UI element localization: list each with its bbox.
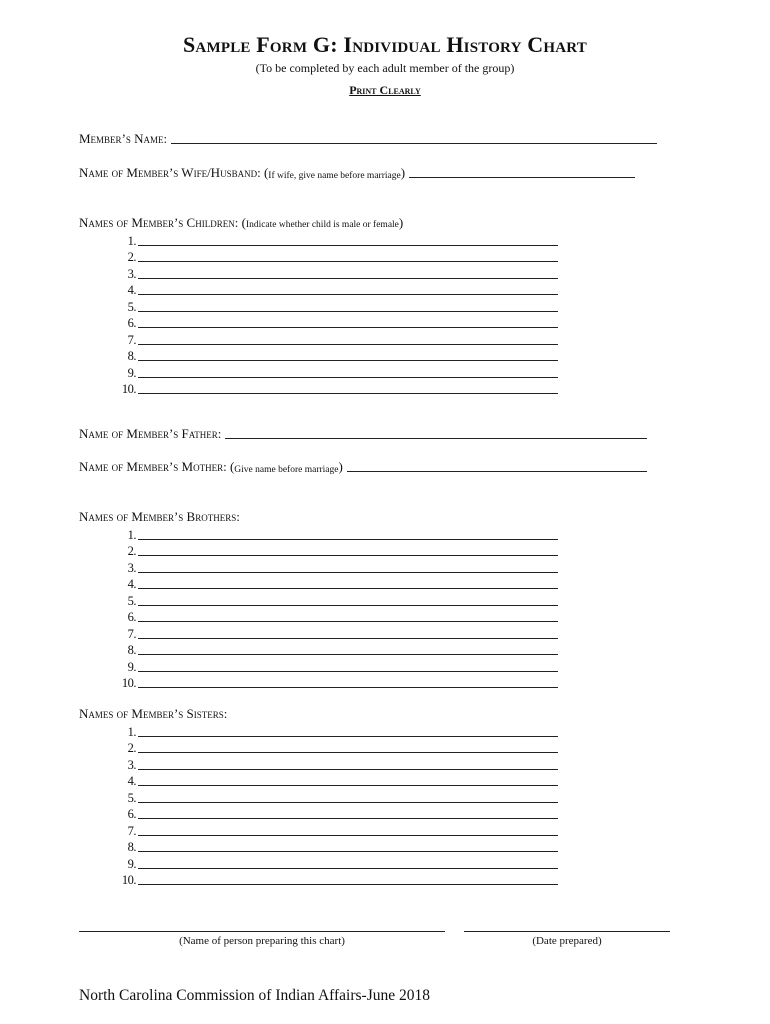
sister-line-3[interactable] (138, 769, 558, 770)
list-item (118, 740, 558, 757)
list-number: 5. (127, 299, 136, 314)
children-close: ) (398, 215, 404, 230)
list-number: 9. (127, 659, 136, 674)
list-item (118, 872, 558, 889)
child-line-8[interactable] (138, 360, 558, 361)
preparer-caption: (Name of person preparing this chart) (179, 935, 345, 947)
child-line-5[interactable] (138, 311, 558, 312)
child-line-6[interactable] (138, 327, 558, 328)
footer-text: North Carolina Commission of Indian Affairs-June 2018 (79, 987, 431, 1004)
father-name-label: Name of Member’s Father: (79, 426, 222, 441)
list-item (118, 642, 558, 659)
child-line-7[interactable] (138, 344, 558, 345)
spouse-name-line[interactable] (409, 176, 635, 178)
spouse-name-note: If wife, give name before marriage (268, 171, 401, 181)
list-number: 9. (127, 365, 136, 380)
sister-line-2[interactable] (138, 752, 558, 753)
sister-line-8[interactable] (138, 851, 558, 852)
list-number: 3. (127, 560, 136, 575)
list-item (118, 822, 558, 839)
list-number: 10. (121, 676, 136, 690)
list-number: 10. (121, 382, 136, 396)
mother-name-label: Name of Member’s Mother: ( (79, 459, 235, 474)
brother-line-4[interactable] (138, 588, 558, 589)
brother-line-10[interactable] (138, 687, 558, 688)
sister-line-7[interactable] (138, 835, 558, 836)
list-number: 2. (127, 250, 136, 264)
print-clearly-label: Print Clearly (349, 83, 421, 97)
sisters-list (118, 723, 558, 888)
list-item (118, 232, 558, 249)
list-item (118, 298, 558, 315)
list-number: 6. (127, 316, 136, 330)
form-title: Sample Form G: Individual History Chart (183, 32, 587, 57)
list-item (118, 756, 558, 773)
brothers-list (118, 526, 558, 691)
member-name-line[interactable] (171, 142, 657, 144)
list-item (118, 381, 558, 398)
father-name-line[interactable] (225, 437, 647, 439)
member-name-label: Member’s Name: (79, 131, 168, 146)
preparer-signature-line[interactable] (79, 930, 445, 932)
list-number: 10. (121, 873, 136, 887)
brother-line-5[interactable] (138, 605, 558, 606)
child-line-3[interactable] (138, 278, 558, 279)
list-number: 1. (127, 724, 136, 739)
list-number: 4. (127, 283, 136, 297)
sisters-section-label: Names of Member’s Sisters: (79, 706, 228, 721)
list-number: 7. (127, 626, 136, 641)
father-name-field (79, 426, 647, 442)
child-line-10[interactable] (138, 393, 558, 394)
brother-line-3[interactable] (138, 572, 558, 573)
sister-line-9[interactable] (138, 868, 558, 869)
sister-line-5[interactable] (138, 802, 558, 803)
mother-name-note: Give name before marriage (234, 465, 339, 475)
list-item (118, 855, 558, 872)
list-item (118, 249, 558, 266)
list-item (118, 315, 558, 332)
list-number: 4. (127, 577, 136, 591)
list-item (118, 576, 558, 593)
list-item (118, 559, 558, 576)
brother-line-2[interactable] (138, 555, 558, 556)
sister-line-10[interactable] (138, 884, 558, 885)
date-caption: (Date prepared) (532, 935, 602, 947)
list-number: 4. (127, 774, 136, 788)
list-number: 9. (127, 856, 136, 871)
list-number: 5. (127, 593, 136, 608)
list-number: 6. (127, 610, 136, 624)
list-item (118, 348, 558, 365)
list-item (118, 773, 558, 790)
spouse-name-label: Name of Member’s Wife/Husband: ( (79, 165, 269, 180)
brother-line-7[interactable] (138, 638, 558, 639)
list-number: 3. (127, 266, 136, 281)
list-item (118, 282, 558, 299)
list-item (118, 789, 558, 806)
children-label: Names of Member’s Children: ( (79, 215, 246, 230)
list-item (118, 609, 558, 626)
list-number: 5. (127, 790, 136, 805)
list-number: 1. (127, 233, 136, 248)
list-item (118, 625, 558, 642)
list-number: 8. (127, 643, 136, 657)
list-item (118, 364, 558, 381)
child-line-4[interactable] (138, 294, 558, 295)
list-item (118, 723, 558, 740)
list-number: 1. (127, 527, 136, 542)
spouse-name-field (79, 165, 635, 181)
brothers-section-label: Names of Member’s Brothers: (79, 509, 240, 524)
children-list (118, 232, 558, 397)
mother-name-field (79, 459, 647, 475)
list-number: 8. (127, 349, 136, 363)
brother-line-1[interactable] (138, 539, 558, 540)
child-line-2[interactable] (138, 261, 558, 262)
list-item (118, 543, 558, 560)
list-item (118, 806, 558, 823)
children-note: Indicate whether child is male or female (245, 220, 399, 230)
list-number: 2. (127, 741, 136, 755)
child-line-1[interactable] (138, 245, 558, 246)
list-item (118, 839, 558, 856)
brother-line-9[interactable] (138, 671, 558, 672)
list-item (118, 265, 558, 282)
list-item (118, 331, 558, 348)
sister-line-6[interactable] (138, 818, 558, 819)
sister-line-1[interactable] (138, 736, 558, 737)
list-number: 3. (127, 757, 136, 772)
list-number: 8. (127, 840, 136, 854)
mother-name-line[interactable] (347, 470, 647, 472)
list-item (118, 675, 558, 692)
list-number: 7. (127, 823, 136, 838)
list-item (118, 526, 558, 543)
list-item (118, 658, 558, 675)
sister-line-4[interactable] (138, 785, 558, 786)
list-number: 2. (127, 544, 136, 558)
brother-line-6[interactable] (138, 621, 558, 622)
date-prepared-line[interactable] (464, 930, 670, 932)
list-number: 7. (127, 332, 136, 347)
list-item (118, 592, 558, 609)
spouse-name-close: ) (400, 165, 406, 180)
list-number: 6. (127, 807, 136, 821)
form-subtitle: (To be completed by each adult member of the group) (255, 61, 515, 75)
children-section-label (79, 215, 403, 231)
brother-line-8[interactable] (138, 654, 558, 655)
mother-name-close: ) (338, 459, 343, 474)
member-name-field (79, 131, 657, 147)
child-line-9[interactable] (138, 377, 558, 378)
